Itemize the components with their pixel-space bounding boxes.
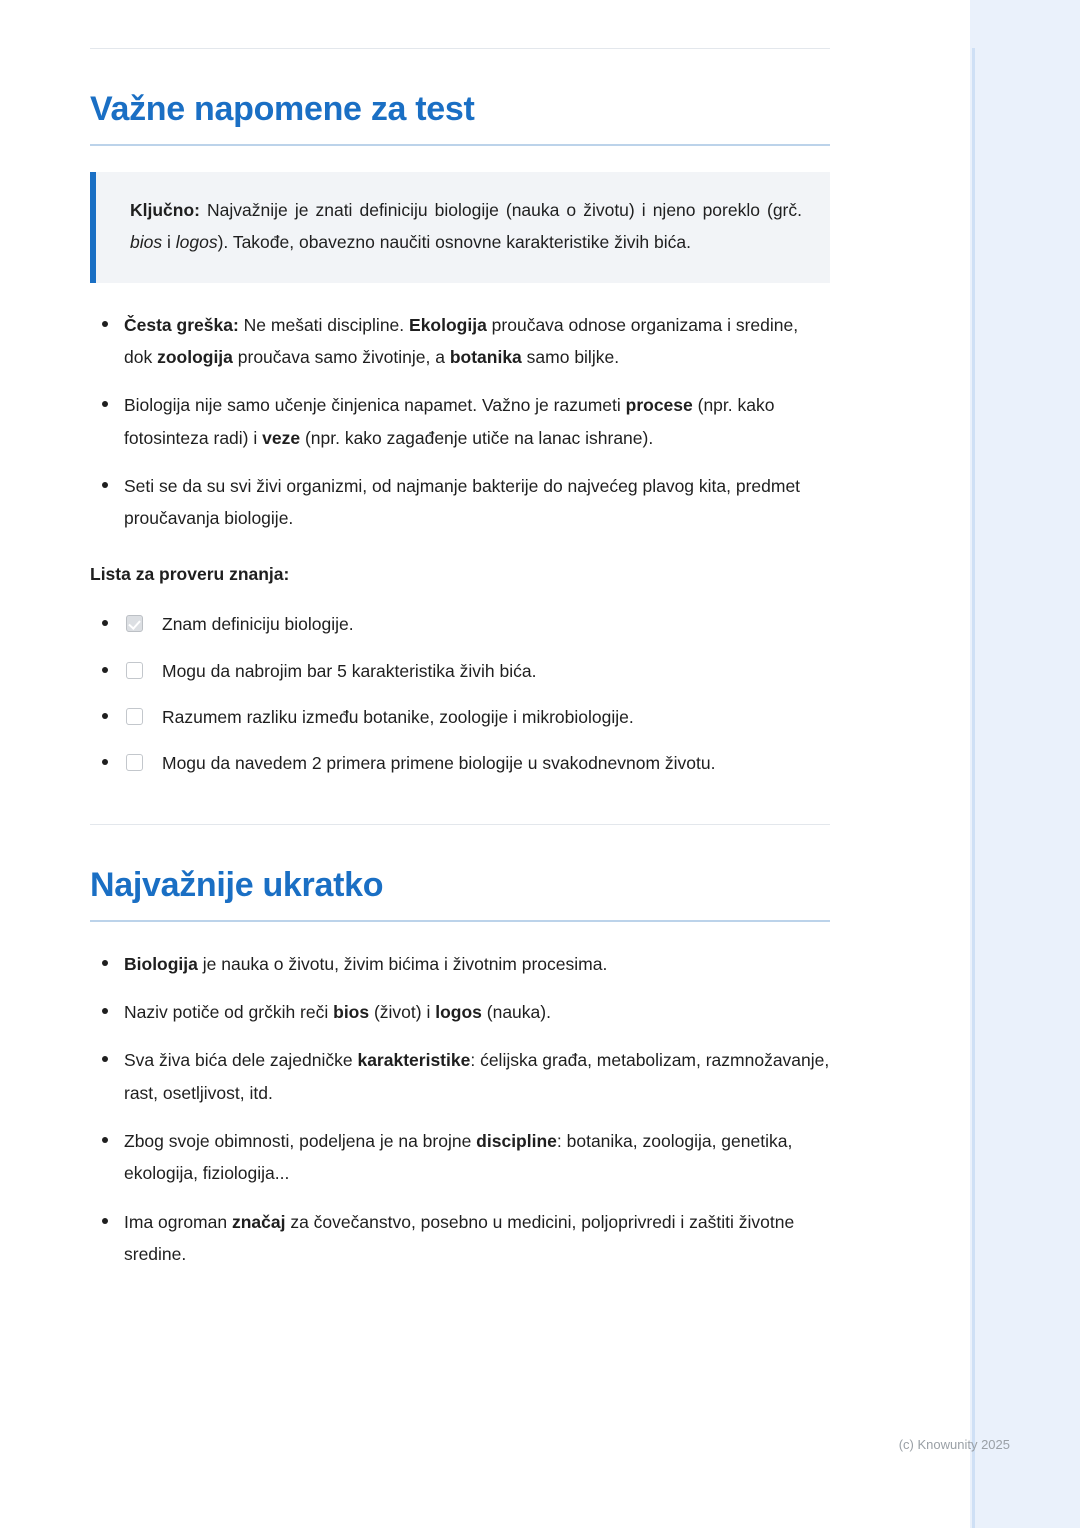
checklist-item-label: Mogu da navedem 2 primera primene biologije u svakodnevnom životu. — [162, 753, 716, 774]
list-item: Sva živa bića dele zajedničke karakteristike: ćelijska građa, metabolizam, razmnožavanje, rast, osetljivost, itd. — [90, 1044, 830, 1109]
knowledge-checklist — [90, 608, 830, 780]
title-underline — [90, 920, 830, 922]
title-underline — [90, 144, 830, 146]
list-item — [90, 608, 830, 640]
section-divider — [90, 824, 830, 825]
checkbox-checked-icon[interactable] — [126, 615, 143, 632]
right-margin-rule — [972, 48, 975, 1528]
list-item — [90, 701, 830, 733]
list-item: Naziv potiče od grčkih reči bios (život) i logos (nauka). — [90, 996, 830, 1028]
list-item — [90, 655, 830, 687]
list-item — [90, 747, 830, 779]
section-title-summary: Najvažnije ukratko — [90, 865, 384, 904]
checkbox-icon[interactable] — [126, 708, 143, 725]
summary-bullet-list — [90, 948, 830, 1271]
list-item: Zbog svoje obimnosti, podeljena je na brojne discipline: botanika, zoologija, genetika, ekologija, fiziologija... — [90, 1125, 830, 1190]
list-item: Seti se da su svi živi organizmi, od najmanje bakterije do najvećeg plavog kita, predmet proučavanja biologije. — [90, 470, 830, 535]
checklist-item-label: Razumem razliku između botanike, zoologije i mikrobiologije. — [162, 707, 634, 728]
page-title: Važne napomene za test — [90, 90, 475, 128]
callout-body: Najvažnije je znati definiciju biologije (nauka o životu) i njeno poreklo (grč. bios i logos). Takođe, obavezno naučiti osnovne karakteristike živih bića. — [130, 199, 802, 253]
top-divider — [90, 48, 830, 49]
callout-label: Ključno: — [130, 199, 200, 220]
list-item: Biologija nije samo učenje činjenica napamet. Važno je razumeti procese (npr. kako fotosinteza radi) i veze (npr. kako zagađenje utiče na lanac ishrane). — [90, 389, 830, 454]
list-item: Česta greška: Ne mešati discipline. Ekologija proučava odnose organizama i sredine, dok zoologija proučava samo životinje, a botanika samo biljke. — [90, 309, 830, 374]
document-content — [90, 0, 830, 1287]
checkbox-icon[interactable] — [126, 754, 143, 771]
footer-copyright: (c) Knowunity 2025 — [898, 1437, 1010, 1452]
checkbox-icon[interactable] — [126, 662, 143, 679]
right-margin-strip — [970, 0, 1080, 1528]
checklist-item-label: Znam definiciju biologije. — [162, 614, 354, 635]
list-item: Biologija je nauka o životu, živim bićima i životnim procesima. — [90, 948, 830, 980]
checklist-item-label: Mogu da nabrojim bar 5 karakteristika živih bića. — [162, 660, 537, 681]
list-item: Ima ogroman značaj za čovečanstvo, posebno u medicini, poljoprivredi i zaštiti životne sredine. — [90, 1206, 830, 1271]
callout-text — [130, 194, 802, 259]
notes-bullet-list — [90, 309, 830, 535]
checklist-title: Lista za proveru znanja: — [90, 563, 290, 584]
key-callout — [90, 172, 830, 283]
